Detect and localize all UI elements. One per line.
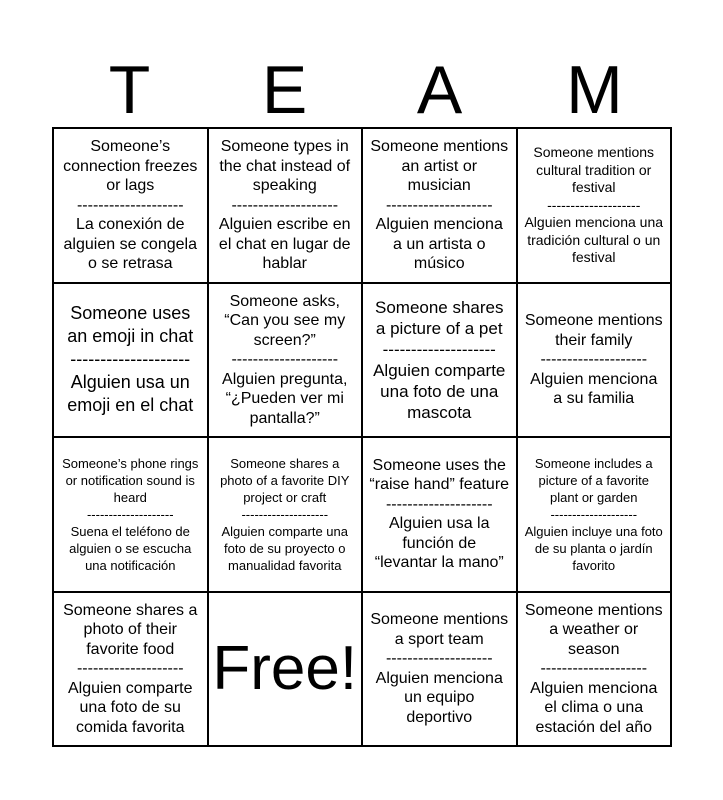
header-letter-m: M: [566, 52, 623, 128]
cell-spanish-text: Suena el teléfono de alguien o se escucha una notificación: [69, 523, 192, 573]
bingo-cell[interactable]: [208, 437, 363, 592]
cell-english-text: Someone mentions cultural tradition or festival: [533, 144, 655, 195]
cell-english-text: Someone asks, “Can you see my screen?”: [224, 292, 346, 349]
cell-spanish-text: Alguien comparte una foto de su proyecto o manualidad favorita: [221, 523, 348, 573]
cell-separator: --------------------: [231, 196, 339, 214]
cell-separator: --------------------: [241, 506, 329, 522]
cell-separator: --------------------: [540, 351, 648, 368]
cell-english-text: Someone shares a picture of a pet: [374, 297, 504, 338]
cell-separator: --------------------: [382, 339, 496, 359]
cell-spanish-text: Alguien usa un emoji en el chat: [67, 372, 194, 416]
cell-english-text: Someone mentions their family: [524, 312, 663, 349]
bingo-header: [52, 52, 672, 128]
bingo-cell[interactable]: [517, 283, 672, 438]
bingo-cell[interactable]: [362, 437, 517, 592]
cell-english-text: Someone types in the chat instead of speaking: [219, 138, 351, 194]
bingo-cell[interactable]: [362, 128, 517, 283]
cell-english-text: Someone’s connection freezes or lags: [63, 138, 198, 194]
cell-spanish-text: Alguien menciona una tradición cultural o un festival: [524, 214, 664, 265]
bingo-grid: [52, 127, 672, 747]
cell-separator: --------------------: [550, 506, 638, 522]
cell-spanish-text: Alguien comparte una foto de su comida favorita: [67, 679, 193, 736]
cell-spanish-text: Alguien menciona el clima o una estación del año: [530, 679, 658, 736]
cell-separator: --------------------: [540, 660, 648, 677]
cell-separator: --------------------: [70, 349, 191, 370]
bingo-cell[interactable]: [208, 128, 363, 283]
cell-separator: --------------------: [385, 196, 493, 214]
bingo-cell[interactable]: [362, 592, 517, 747]
cell-spanish-text: Alguien pregunta, “¿Pueden ver mi pantalla?”: [222, 370, 348, 427]
cell-spanish-text: La conexión de alguien se congela o se retrasa: [63, 216, 197, 272]
cell-english-text: Someone mentions a sport team: [370, 611, 509, 648]
cell-english-text: Someone includes a picture of a favorite plant or garden: [534, 455, 653, 505]
cell-english-text: Someone mentions an artist or musician: [370, 138, 509, 194]
cell-separator: --------------------: [385, 650, 493, 668]
cell-spanish-text: Alguien usa la función de “levantar la mano”: [374, 515, 504, 572]
cell-spanish-text: Alguien comparte una foto de una mascota: [373, 360, 506, 422]
cell-separator: --------------------: [231, 351, 339, 368]
cell-english-text: Someone shares a photo of their favorite food: [63, 601, 198, 658]
cell-english-text: Someone’s phone rings or notification sound is heard: [62, 455, 199, 505]
cell-spanish-text: Alguien escribe en el chat en lugar de hablar: [218, 216, 351, 272]
free-cell[interactable]: [208, 592, 363, 747]
cell-english-text: Someone uses the “raise hand” feature: [369, 456, 510, 494]
bingo-cell[interactable]: [208, 283, 363, 438]
cell-spanish-text: Alguien menciona a su familia: [530, 370, 658, 407]
cell-separator: --------------------: [385, 495, 493, 513]
bingo-cell[interactable]: [53, 128, 208, 283]
cell-separator: --------------------: [76, 196, 184, 214]
bingo-cell[interactable]: [53, 283, 208, 438]
cell-english-text: Someone uses an emoji in chat: [67, 303, 194, 347]
cell-spanish-text: Alguien menciona un equipo deportivo: [375, 669, 503, 726]
bingo-cell[interactable]: [517, 437, 672, 592]
header-letter-e: E: [261, 52, 308, 128]
bingo-cell[interactable]: [53, 592, 208, 747]
bingo-cell[interactable]: [53, 437, 208, 592]
cell-english-text: Someone mentions a weather or season: [524, 601, 663, 658]
cell-separator: --------------------: [86, 506, 174, 522]
bingo-cell[interactable]: [517, 128, 672, 283]
cell-english-text: Someone shares a photo of a favorite DIY project or craft: [220, 455, 350, 505]
cell-spanish-text: Alguien incluye una foto de su planta o jardín favorito: [524, 523, 663, 573]
header-letter-a: A: [416, 52, 463, 128]
cell-spanish-text: Alguien menciona a un artista o músico: [375, 216, 503, 272]
bingo-cell[interactable]: [362, 283, 517, 438]
free-label: Free!: [212, 633, 358, 703]
header-letter-t: T: [108, 52, 151, 128]
bingo-cell[interactable]: [517, 592, 672, 747]
cell-separator: --------------------: [76, 660, 184, 677]
cell-separator: --------------------: [547, 196, 641, 213]
